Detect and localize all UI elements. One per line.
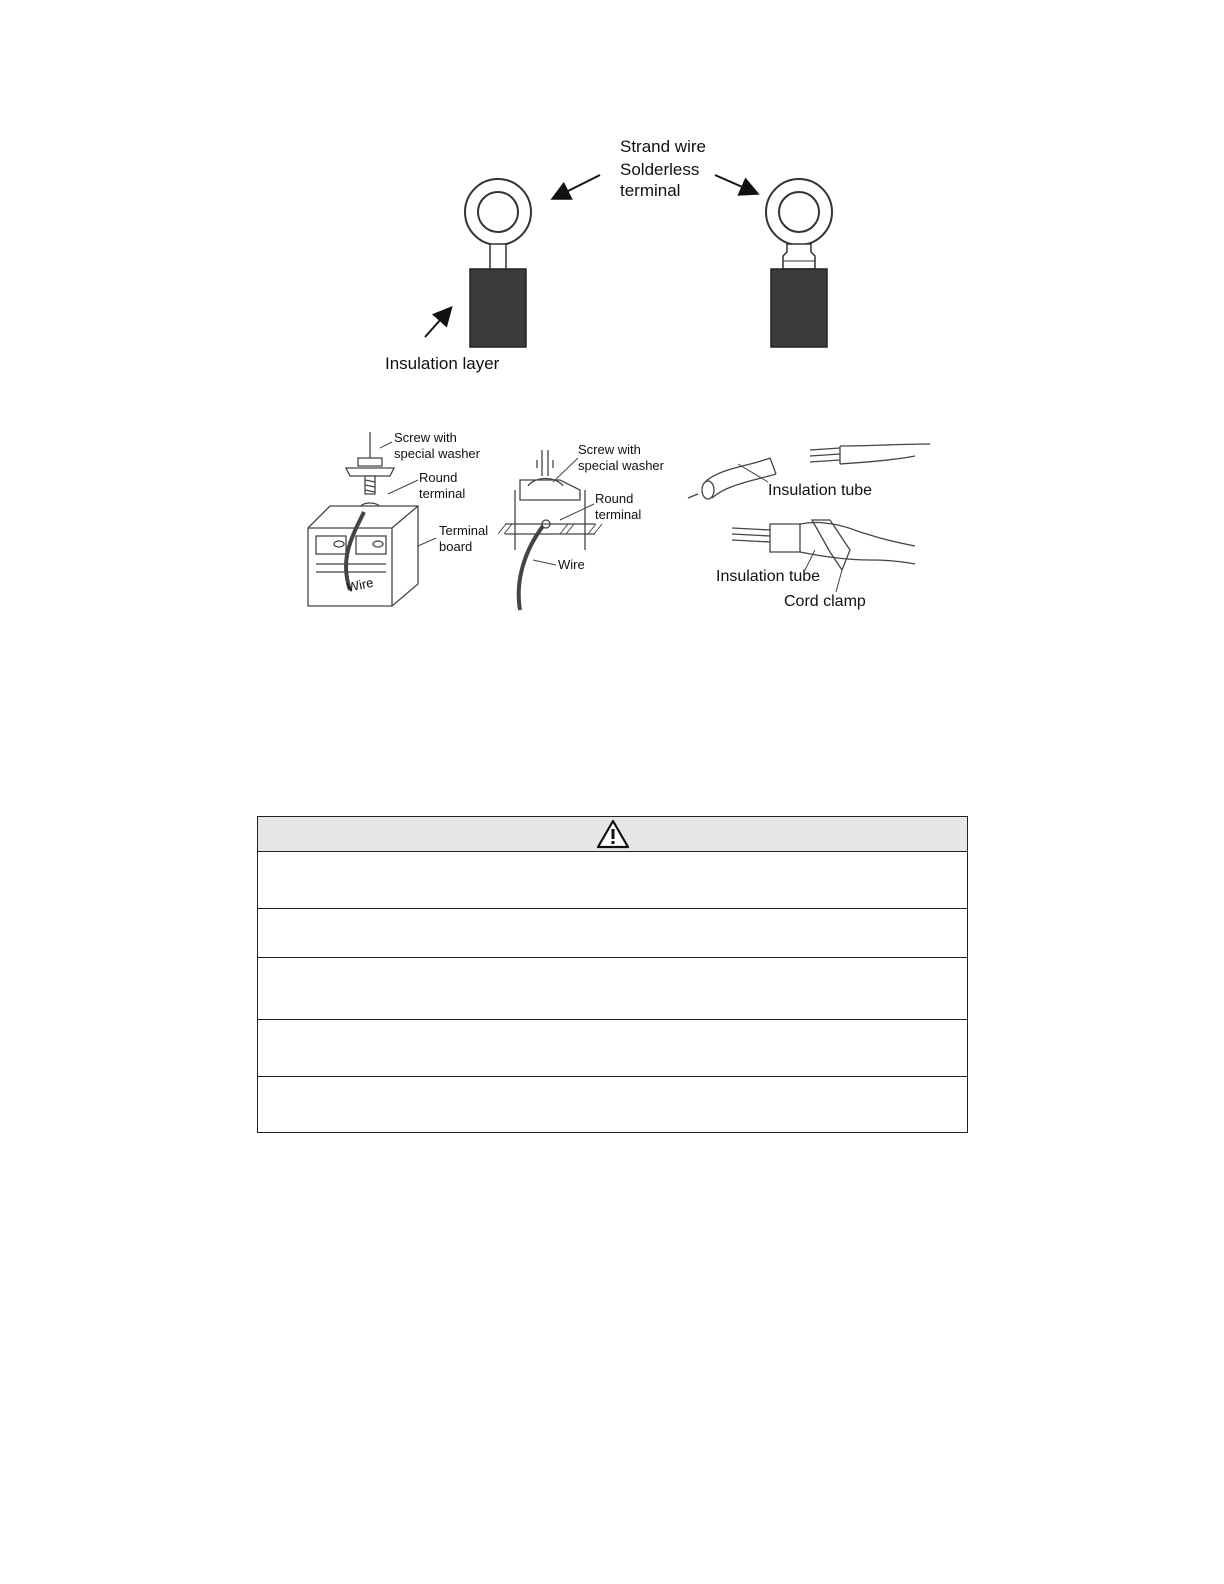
- right-insulation-tube-bottom-label: Insulation tube: [716, 568, 821, 585]
- mid-screw-label-2: special washer: [578, 458, 664, 473]
- left-terminal-board-label-2: board: [439, 539, 473, 554]
- mid-round-terminal-label-1: Round: [595, 491, 634, 506]
- callout-strand-line1: Strand wire: [620, 137, 706, 156]
- right-insulation-tube-top-label: Insulation tube: [768, 482, 873, 499]
- callout-strand-line3: terminal: [620, 181, 681, 200]
- ring-terminal-right: [766, 179, 832, 347]
- arrow-right-terminal: [715, 175, 756, 193]
- left-round-terminal-label-2: terminal: [419, 486, 466, 501]
- cord-clamp-drawing: [688, 444, 930, 570]
- ring-terminal-left: [465, 179, 531, 347]
- warning-row-3: [258, 958, 967, 1020]
- terminal-wiring-figure: [0, 420, 1224, 620]
- right-cord-clamp-label: Cord clamp: [784, 593, 866, 610]
- warning-table: [257, 816, 968, 1133]
- left-screw-label-2: special washer: [394, 446, 480, 461]
- cross-section-drawing: [498, 450, 602, 610]
- callout-strand-line2: Solderless: [620, 160, 700, 179]
- left-terminal-board-label-1: Terminal: [439, 523, 489, 538]
- warning-row-5: [258, 1077, 967, 1132]
- left-round-terminal-label-1: Round: [419, 470, 458, 485]
- warning-row-2: [258, 909, 967, 958]
- mid-round-terminal-label-2: terminal: [595, 507, 642, 522]
- arrow-left-terminal: [554, 175, 600, 198]
- callout-insulation-layer: Insulation layer: [385, 354, 500, 373]
- mid-screw-label-1: Screw with: [578, 442, 641, 457]
- left-wire-label: Wire: [345, 574, 375, 595]
- mid-wire-label: Wire: [558, 557, 585, 572]
- warning-triangle-icon: [596, 819, 630, 849]
- solderless-terminal-figure: [0, 120, 1224, 390]
- left-screw-label-1: Screw with: [394, 430, 457, 445]
- arrow-insulation: [425, 309, 450, 337]
- warning-row-1: [258, 852, 967, 909]
- warning-row-4: [258, 1020, 967, 1077]
- warning-table-header: [258, 817, 967, 852]
